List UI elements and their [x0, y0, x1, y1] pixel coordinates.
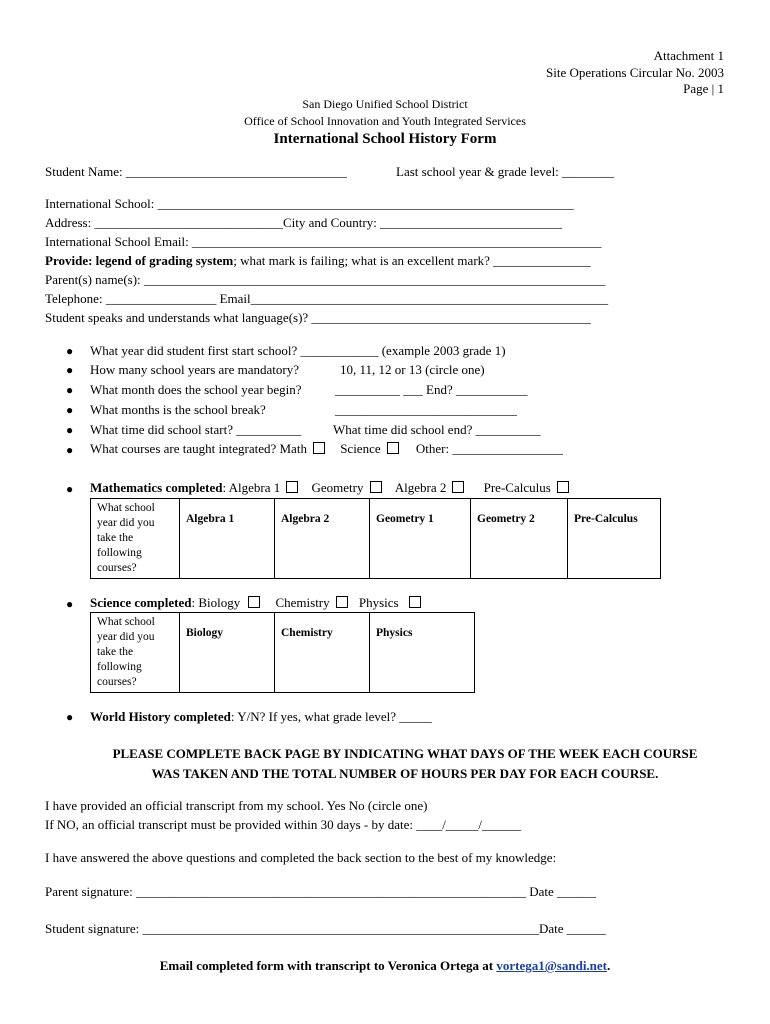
bullet-icon: ●: [66, 403, 74, 417]
world-history-row[interactable]: [90, 709, 432, 725]
integrated-science-label: Science: [340, 441, 381, 456]
math-column-algebra2[interactable]: Algebra 2: [275, 499, 370, 579]
science-column-biology[interactable]: Biology: [180, 613, 275, 693]
page-title: International School History Form: [273, 131, 497, 147]
science-courses-table: [90, 612, 475, 693]
transcript-due-date-field[interactable]: If NO, an official transcript must be provided within 30 days - by date: ____/_____/______: [45, 817, 521, 832]
first-school-year-question[interactable]: What year did student first start school? ____________ (example 2003 grade 1): [90, 343, 506, 358]
school-email-field[interactable]: International School Email: _______________________________________________________________: [45, 234, 602, 249]
attestation-text: I have answered the above questions and completed the back section to the best of my knowledge:: [45, 850, 557, 865]
footer-instruction: [0, 958, 770, 974]
chemistry-option-label: Chemistry: [275, 595, 330, 610]
bullet-icon: ●: [66, 710, 74, 724]
math-column-geometry2[interactable]: Geometry 2: [471, 499, 568, 579]
math-completed-row: [90, 480, 569, 496]
physics-checkbox[interactable]: [409, 596, 421, 608]
science-column-physics[interactable]: Physics: [370, 613, 475, 693]
math-checkbox[interactable]: [313, 442, 325, 454]
biology-checkbox[interactable]: [248, 596, 260, 608]
student-name-field[interactable]: Student Name: __________________________________: [45, 164, 347, 179]
student-signature-field[interactable]: Student signature: _____________________________________________________________Date ______: [45, 921, 606, 936]
precalculus-option-label: Pre-Calculus: [483, 480, 551, 495]
bullet-icon: ●: [66, 443, 74, 457]
grading-system-field[interactable]: [45, 253, 591, 269]
mandatory-years-options[interactable]: 10, 11, 12 or 13 (circle one): [340, 362, 485, 377]
parent-signature-field[interactable]: Parent signature: ____________________________________________________________ Date ______: [45, 884, 597, 899]
back-page-notice-line1: PLEASE COMPLETE BACK PAGE BY INDICATING WHAT DAYS OF THE WEEK EACH COURSE: [112, 746, 698, 761]
transcript-provided-question[interactable]: I have provided an official transcript from my school. Yes No (circle one): [45, 798, 428, 813]
attachment-label: Attachment 1: [653, 48, 724, 63]
bullet-icon: ●: [66, 344, 74, 358]
math-column-geometry1[interactable]: Geometry 1: [370, 499, 471, 579]
school-break-question: What months is the school break?: [90, 402, 266, 417]
school-break-field[interactable]: ____________________________: [335, 402, 517, 417]
science-completed-label: Science completed: [90, 595, 192, 610]
math-courses-table: [90, 498, 661, 579]
algebra1-checkbox[interactable]: [286, 481, 298, 493]
page-number: Page | 1: [683, 81, 724, 96]
grading-question: ; what mark is failing; what is an excellent mark? _______________: [233, 253, 591, 268]
telephone-email-field[interactable]: Telephone: _________________ Email_______________________________________________________: [45, 291, 609, 306]
integrated-math-label: What courses are taught integrated? Math: [90, 441, 307, 456]
bullet-icon: ●: [66, 363, 74, 377]
international-school-field[interactable]: International School: ________________________________________________________________: [45, 196, 574, 211]
science-checkbox[interactable]: [387, 442, 399, 454]
math-completed-label: Mathematics completed: [90, 480, 223, 495]
math-column-precalculus[interactable]: Pre-Calculus: [568, 499, 661, 579]
world-history-label: World History completed: [90, 709, 231, 724]
parent-names-field[interactable]: Parent(s) name(s): _______________________________________________________________________: [45, 272, 606, 287]
office-name: Office of School Innovation and Youth Integrated Services: [244, 114, 526, 128]
algebra1-option-label: : Algebra 1: [222, 480, 281, 495]
district-name: San Diego Unified School District: [302, 97, 468, 111]
science-column-chemistry[interactable]: Chemistry: [275, 613, 370, 693]
geometry-option-label: Geometry: [311, 480, 364, 495]
address-field[interactable]: Address: _____________________________City and Country: ____________________________: [45, 215, 563, 230]
algebra2-option-label: Algebra 2: [394, 480, 447, 495]
bullet-icon: ●: [66, 597, 74, 611]
integrated-other-field[interactable]: Other: _________________: [415, 441, 563, 456]
bullet-icon: ●: [66, 423, 74, 437]
school-year-begin-end-field[interactable]: __________ ___ End? ___________: [335, 382, 528, 397]
world-history-question: : Y/N? If yes, what grade level? _____: [230, 709, 432, 724]
footer-period: .: [607, 958, 611, 973]
languages-field[interactable]: Student speaks and understands what language(s)? ___________________________________________: [45, 310, 591, 325]
chemistry-checkbox[interactable]: [336, 596, 348, 608]
math-column-algebra1[interactable]: Algebra 1: [180, 499, 275, 579]
grading-label: Provide: legend of grading system: [45, 253, 234, 268]
school-end-time-field[interactable]: What time did school end? __________: [333, 422, 541, 437]
bullet-icon: ●: [66, 383, 74, 397]
math-table-question: What school year did you take the following courses?: [91, 499, 180, 579]
mandatory-years-question: How many school years are mandatory?: [90, 362, 300, 377]
school-start-time-field[interactable]: What time did school start? __________: [90, 422, 302, 437]
last-school-year-field[interactable]: Last school year & grade level: ________: [396, 164, 615, 179]
contact-email-link[interactable]: vortega1@sandi.net: [496, 958, 608, 973]
circular-number: Site Operations Circular No. 2003: [546, 65, 724, 80]
precalculus-checkbox[interactable]: [557, 481, 569, 493]
bullet-icon: ●: [66, 482, 74, 496]
geometry-checkbox[interactable]: [370, 481, 382, 493]
footer-text: Email completed form with transcript to Veronica Ortega at: [159, 958, 497, 973]
algebra2-checkbox[interactable]: [452, 481, 464, 493]
back-page-notice-line2: WAS TAKEN AND THE TOTAL NUMBER OF HOURS PER DAY FOR EACH COURSE.: [151, 766, 659, 781]
integrated-courses-question: [90, 441, 563, 457]
physics-option-label: Physics: [358, 595, 399, 610]
science-completed-row: [90, 595, 421, 611]
science-table-question: What school year did you take the following courses?: [91, 613, 180, 693]
biology-option-label: : Biology: [191, 595, 241, 610]
school-year-begin-question: What month does the school year begin?: [90, 382, 302, 397]
